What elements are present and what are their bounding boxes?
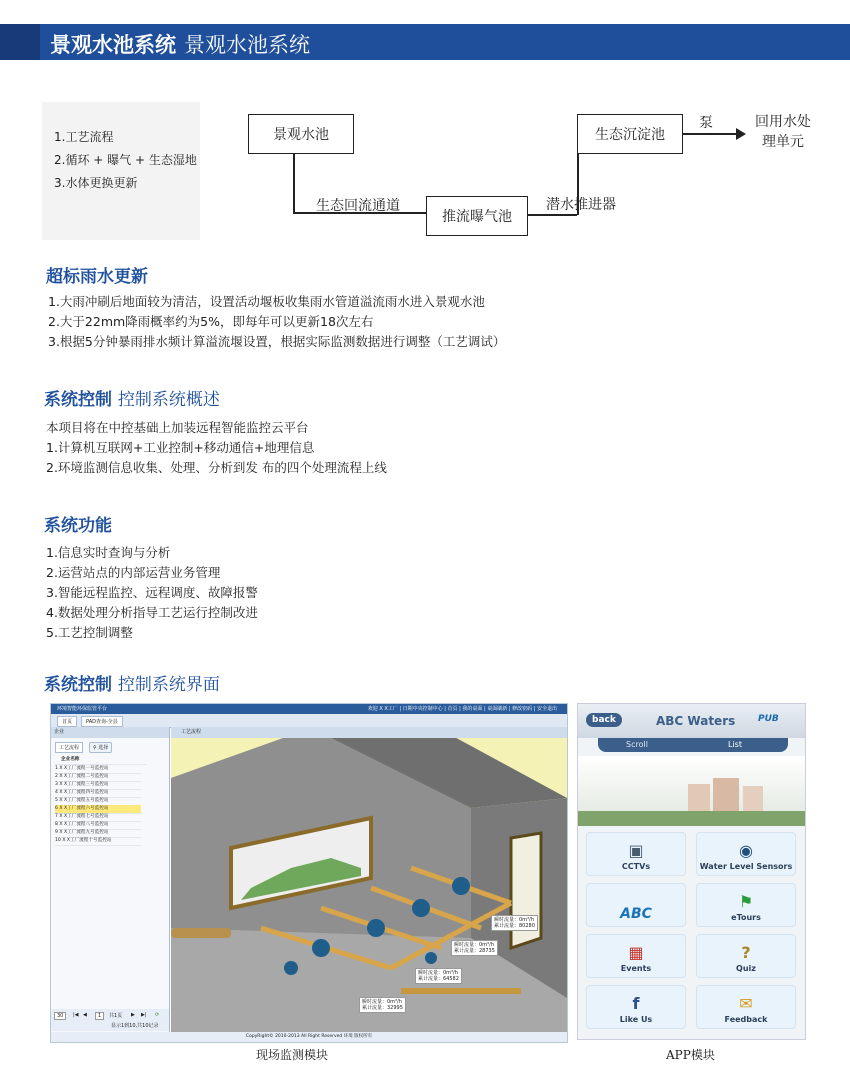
app-tile-label: Water Level Sensors bbox=[699, 862, 793, 871]
row-number: 6 bbox=[55, 806, 60, 811]
list-item: 2.大于22mm降雨概率约为5%，即每年可以更新18次左右 bbox=[48, 314, 374, 329]
tab-scroll[interactable]: Scroll bbox=[626, 740, 648, 749]
row-number: 8 bbox=[55, 822, 60, 827]
app-tile-label: ABC bbox=[620, 906, 652, 922]
refresh-icon[interactable]: ⟳ bbox=[155, 1012, 160, 1018]
building-image bbox=[713, 778, 739, 814]
cctv-icon: ▣ bbox=[628, 841, 644, 860]
readout-instant: 瞬时流量：0m³/h bbox=[454, 942, 494, 948]
app-tile[interactable] bbox=[696, 883, 796, 927]
app-tile[interactable] bbox=[696, 832, 796, 876]
tree-line bbox=[578, 811, 805, 826]
station-name: X X工厂流程十号监控站 bbox=[62, 838, 112, 843]
readout-total: 累计流量：80280 bbox=[494, 923, 535, 929]
row-number: 1 bbox=[55, 766, 60, 771]
station-row[interactable] bbox=[55, 837, 141, 846]
readout-instant: 瞬时流量：0m³/h bbox=[362, 999, 402, 1005]
heading-bold: 系统控制 bbox=[44, 675, 112, 695]
process-select[interactable]: 工艺流程 bbox=[55, 742, 83, 753]
row-number: 3 bbox=[55, 782, 60, 787]
partner-logo: PUB bbox=[758, 714, 779, 724]
station-name: X X工厂流程三号监控站 bbox=[59, 782, 109, 787]
row-number: 7 bbox=[55, 814, 60, 819]
map-pin-icon: ⚑ bbox=[738, 892, 754, 911]
list-item: 1.计算机互联网+工业控制+移动通信+地理信息 bbox=[46, 440, 315, 455]
select-button[interactable] bbox=[89, 742, 112, 753]
pager-info: 显示1到10,共10记录 bbox=[111, 1023, 159, 1029]
list-item: 3.根据5分钟暴雨排水频计算溢流堰设置，根据实际监测数据进行调整（工艺调试） bbox=[48, 334, 506, 349]
app-tile-label: CCTVs bbox=[621, 862, 651, 871]
arrow-head-icon bbox=[736, 128, 746, 140]
row-number: 10 bbox=[55, 838, 63, 843]
page-number-input[interactable]: 1 bbox=[95, 1012, 104, 1020]
readout-instant: 瞬时流量：0m³/h bbox=[418, 970, 458, 976]
mail-icon: ✉ bbox=[739, 994, 753, 1013]
app-tile-label: Events bbox=[620, 964, 652, 973]
tab-list[interactable]: List bbox=[728, 740, 742, 749]
list-item: 2.环境监测信息收集、处理、分析到发 布的四个处理流程上线 bbox=[46, 460, 387, 475]
app-title: 环境智能环保监管平台 bbox=[57, 706, 108, 712]
header-banner bbox=[0, 24, 850, 60]
flow-node-sedimentation: 生态沉淀池 bbox=[577, 114, 683, 154]
pager bbox=[51, 1009, 169, 1031]
caption-monitor: 现场监测模块 bbox=[256, 1048, 329, 1062]
readout-total: 累计流量：28735 bbox=[454, 948, 495, 954]
flow-node-aeration: 推流曝气池 bbox=[426, 196, 528, 236]
app-tile-label: Like Us bbox=[619, 1015, 653, 1024]
rainwater-list bbox=[48, 292, 505, 352]
app-tile[interactable] bbox=[586, 883, 686, 927]
heading-normal: 控制系统概述 bbox=[117, 390, 220, 410]
tab-home[interactable]: 首页 bbox=[57, 716, 77, 727]
last-page-icon[interactable]: ▶| bbox=[141, 1012, 147, 1018]
list-item: 5.工艺控制调整 bbox=[46, 625, 133, 640]
app-tile[interactable] bbox=[586, 934, 686, 978]
heading-normal: 控制系统界面 bbox=[117, 675, 220, 695]
row-number: 4 bbox=[55, 790, 60, 795]
flow-label-channel: 生态回流通道 bbox=[316, 198, 400, 214]
app-tile[interactable] bbox=[586, 985, 686, 1029]
app-titlebar bbox=[51, 704, 567, 714]
flow-label-pump: 泵 bbox=[699, 115, 713, 131]
app-footer: CopyRight© 2010-2013 All Right Reserved 环境 版权所有 bbox=[51, 1032, 567, 1042]
select-button-label: 选择 bbox=[98, 745, 109, 751]
flow-label-thruster: 潜水推进器 bbox=[546, 197, 616, 213]
tab-pad-query[interactable]: PAD查询-全县 bbox=[81, 716, 123, 727]
flow-node-pool: 景观水池 bbox=[248, 114, 354, 154]
station-name: X X工厂流程九号监控站 bbox=[59, 830, 109, 835]
station-name: X X工厂流程八号监控站 bbox=[59, 822, 109, 827]
section-heading-control-overview bbox=[44, 385, 220, 410]
quiz-icon: ? bbox=[741, 943, 751, 962]
prev-page-icon[interactable]: ◀ bbox=[83, 1012, 87, 1018]
back-button[interactable]: back bbox=[586, 713, 622, 727]
flow-readout bbox=[491, 915, 538, 931]
page-title-sub: 景观水池系统 bbox=[184, 33, 310, 57]
page-title-main: 景观水池系统 bbox=[50, 33, 176, 57]
readout-total: 累计流量：64582 bbox=[418, 976, 459, 982]
app-brand: ABC Waters bbox=[656, 714, 736, 728]
app-tile-label: eTours bbox=[731, 913, 761, 922]
row-number: 9 bbox=[55, 830, 60, 835]
building-image bbox=[688, 784, 710, 814]
top-menu[interactable]: 欢迎 X X工厂 | 日期中央控制中心 | 首页 | 我的桌面 | 桌面刷新 | 修改密码 | 安全退出 bbox=[367, 706, 557, 712]
search-icon: ⚲ bbox=[93, 745, 97, 751]
app-header bbox=[578, 704, 805, 738]
inlet-pipe bbox=[171, 928, 231, 938]
page-size-select[interactable]: 30 bbox=[54, 1012, 66, 1020]
app-tile[interactable] bbox=[696, 934, 796, 978]
list-item: 3.智能远程监控、远程调度、故障报警 bbox=[46, 585, 258, 600]
flow-readout bbox=[415, 968, 462, 984]
left-pane-header: 企业 bbox=[51, 727, 169, 738]
process-3d-scene bbox=[171, 738, 567, 1032]
functions-list bbox=[46, 543, 258, 643]
flow-readout bbox=[451, 940, 498, 956]
process-step: 1.工艺流程 bbox=[54, 130, 114, 144]
station-name: X X工厂流程二号监控站 bbox=[59, 774, 109, 779]
list-item: 2.运营站点的内部运营业务管理 bbox=[46, 565, 221, 580]
flow-connector bbox=[293, 153, 295, 213]
station-name: X X工厂流程一号监控站 bbox=[59, 766, 109, 771]
station-name: X X工厂流程五号监控站 bbox=[59, 798, 109, 803]
process-step: 3.水体更换更新 bbox=[54, 176, 138, 190]
list-item: 4.数据处理分析指导工艺运行控制改进 bbox=[46, 605, 258, 620]
app-tile[interactable] bbox=[696, 985, 796, 1029]
app-banner-image bbox=[578, 756, 805, 826]
list-item: 1.大雨冲刷后地面较为清洁，设置活动堰板收集雨水管道溢流雨水进入景观水池 bbox=[48, 294, 485, 309]
caption-app: APP模块 bbox=[666, 1048, 715, 1062]
list-header: 企业名称 bbox=[55, 756, 147, 765]
left-pane bbox=[51, 727, 170, 1032]
list-item: 本项目将在中控基础上加装远程智能监控云平台 bbox=[46, 420, 309, 435]
flow-node-reuse bbox=[755, 112, 811, 152]
control-overview-list bbox=[46, 418, 387, 478]
monitoring-screenshot bbox=[50, 703, 568, 1043]
readout-instant: 瞬时流量：0m³/h bbox=[494, 917, 534, 923]
calendar-icon: ▦ bbox=[628, 943, 644, 962]
flow-connector bbox=[527, 214, 577, 216]
process-step: 2.循环 + 曝气 + 生态湿地 bbox=[54, 153, 197, 167]
row-number: 5 bbox=[55, 798, 60, 803]
section-heading-functions: 系统功能 bbox=[44, 516, 112, 536]
facebook-icon: f bbox=[632, 994, 640, 1013]
app-tile[interactable] bbox=[586, 832, 686, 876]
page-title bbox=[50, 29, 310, 59]
reuse-line: 理单元 bbox=[762, 134, 804, 150]
station-name: X X工厂流程四号监控站 bbox=[59, 790, 109, 795]
right-pane-header: 工艺流程 bbox=[171, 727, 567, 738]
station-name: X X工厂流程七号监控站 bbox=[59, 814, 109, 819]
water-sensor-icon: ◉ bbox=[739, 841, 753, 860]
reuse-line: 回用水处 bbox=[755, 114, 811, 130]
station-name: X X工厂流程六号监控站 bbox=[59, 806, 109, 811]
process-steps bbox=[54, 126, 197, 195]
app-tile-label: Quiz bbox=[736, 964, 756, 973]
flow-readout bbox=[359, 997, 406, 1013]
first-page-icon[interactable]: |◀ bbox=[73, 1012, 79, 1018]
outlet-pipe bbox=[401, 988, 521, 994]
page-count: 共1页 bbox=[109, 1013, 123, 1019]
app-screenshot bbox=[577, 703, 806, 1040]
row-number: 2 bbox=[55, 774, 60, 779]
flow-arrow bbox=[682, 133, 738, 135]
readout-total: 累计流量：32995 bbox=[362, 1005, 403, 1011]
next-page-icon[interactable]: ▶ bbox=[131, 1012, 135, 1018]
heading-bold: 系统控制 bbox=[44, 390, 112, 410]
banner-accent bbox=[0, 24, 40, 60]
building-image bbox=[743, 786, 763, 814]
app-tabs bbox=[598, 738, 788, 752]
list-item: 1.信息实时查询与分析 bbox=[46, 545, 171, 560]
app-tile-label: Feedback bbox=[724, 1015, 768, 1024]
tab-bar bbox=[51, 714, 567, 728]
section-heading-rainwater: 超标雨水更新 bbox=[46, 267, 148, 287]
section-heading-interface bbox=[44, 670, 220, 695]
right-pane bbox=[171, 727, 567, 1032]
